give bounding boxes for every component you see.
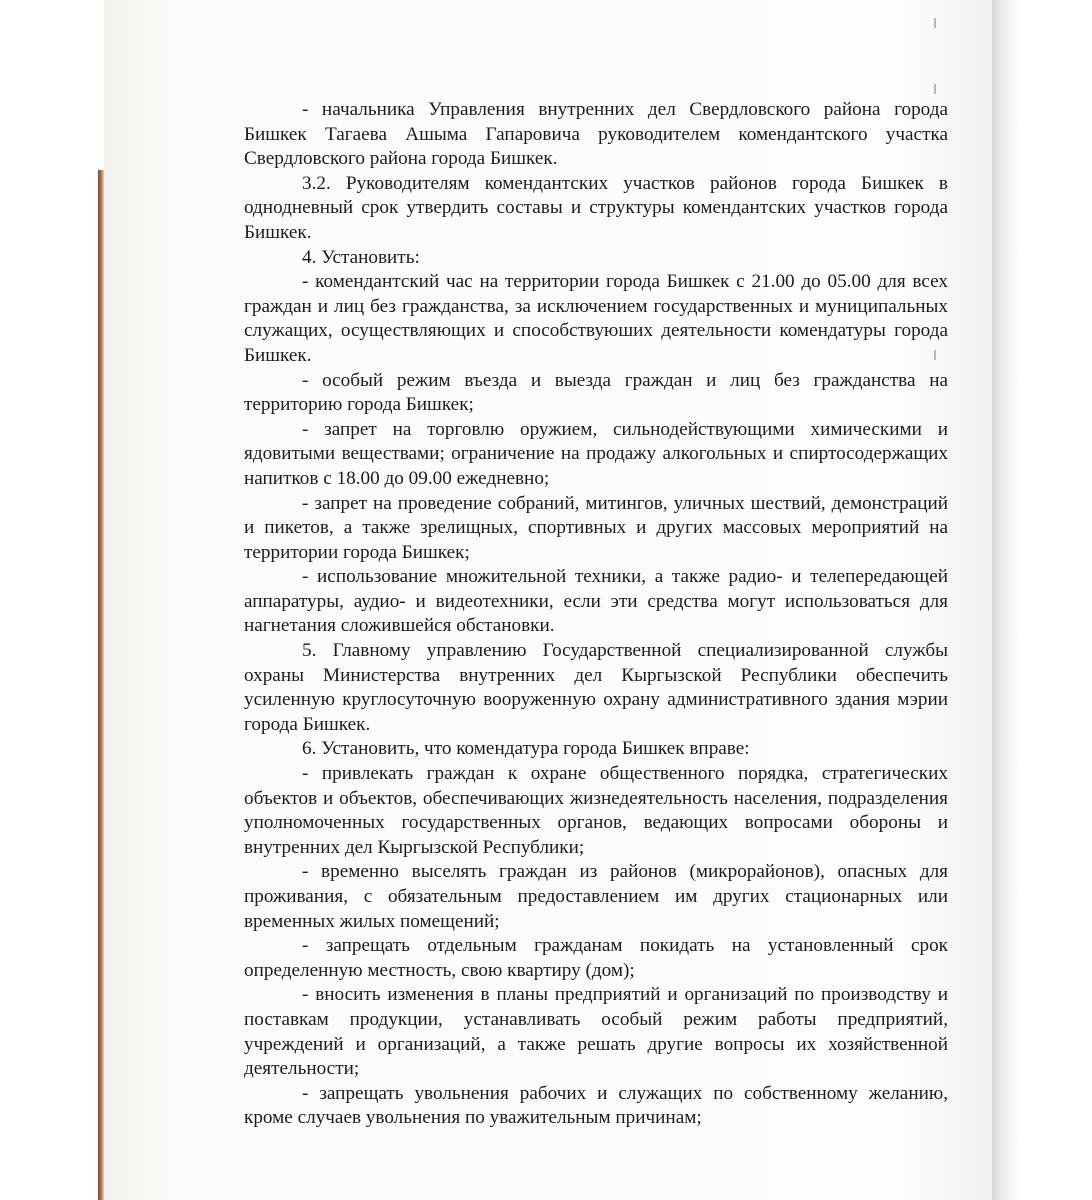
paragraph: - особый режим въезда и выезда граждан и лиц без гражданства на территорию города Бишкек; xyxy=(244,369,948,416)
paragraph: - запрещать отдельным гражданам покидать на установленный срок определенную местность, свою квартиру (дом); xyxy=(244,935,948,981)
paragraph: 6. Установить, что комендатура города Бишкек вправе: xyxy=(302,738,750,760)
sheet-right-shadow xyxy=(992,0,1092,1200)
paragraph: - запрет на торговлю оружием, сильнодействующими химическими и ядовитыми веществами; ограничение на продажу алкогольных и спиртосодержащих напитков с 18.00 до 09.00 ежедневно; xyxy=(244,418,948,489)
paragraph: - вносить изменения в планы предприятий и организаций по производству и поставкам продукции, устанавливать особый режим работы предприятий, учреждений и организаций, а также решать другие вопросы их хозяйственной деятельности; xyxy=(244,984,948,1080)
paragraph: 3.2. Руководителям комендантских участков районов города Бишкек в однодневный срок утвердить составы и структуры комендантских участков города Бишкек. xyxy=(244,172,948,243)
paragraph: 5. Главному управлению Государственной специализированной службы охраны Министерства внутренних дел Кыргызской Республики обеспечить усиленную круглосуточную вооруженную охрану административного здания мэрии города Бишкек. xyxy=(244,640,948,735)
paragraph: - привлекать граждан к охране общественного порядка, стратегических объектов и объектов, обеспечивающих жизнедеятельность населения, подразделения уполномоченных государственных органов, ведающих вопросами обороны и внутренних дел Кыргызской Республики; xyxy=(244,763,948,858)
document-body xyxy=(244,98,948,1131)
scan-mark xyxy=(934,18,936,28)
paragraph: - использование множительной техники, а также радио- и телепередающей аппаратуры, аудио- и видеотехники, если эти средства могут использоваться для нагнетания сложившейся обстановки. xyxy=(244,566,948,637)
paragraph: - запрещать увольнения рабочих и служащих по собственному желанию, кроме случаев увольнения по уважительным причинам; xyxy=(244,1082,948,1129)
paragraph: - начальника Управления внутренних дел Свердловского района города Бишкек Тагаева Ашыма Гапаровича руководителем комендантского участка Свердловского района города Бишкек. xyxy=(244,99,948,170)
paragraph: - комендантский час на территории города Бишкек с 21.00 до 05.00 для всех граждан и лиц без гражданства, за исключением государственных и муниципальных служащих, осуществляющих и способствуюших деятельности комендатуры города Бишкек. xyxy=(244,271,948,366)
sheet-left-edge xyxy=(98,170,104,1200)
paragraph: - запрет на проведение собраний, митингов, уличных шествий, демонстраций и пикетов, а также зрелищных, спортивных и других массовых мероприятий на территории города Бишкек; xyxy=(244,492,948,563)
paragraph: 4. Установить: xyxy=(302,246,420,268)
paragraph: - временно выселять граждан из районов (микрорайонов), опасных для проживания, с обязательным предоставлением им других стационарных или временных жилых помещений; xyxy=(244,861,948,932)
scan-mark xyxy=(934,84,936,94)
